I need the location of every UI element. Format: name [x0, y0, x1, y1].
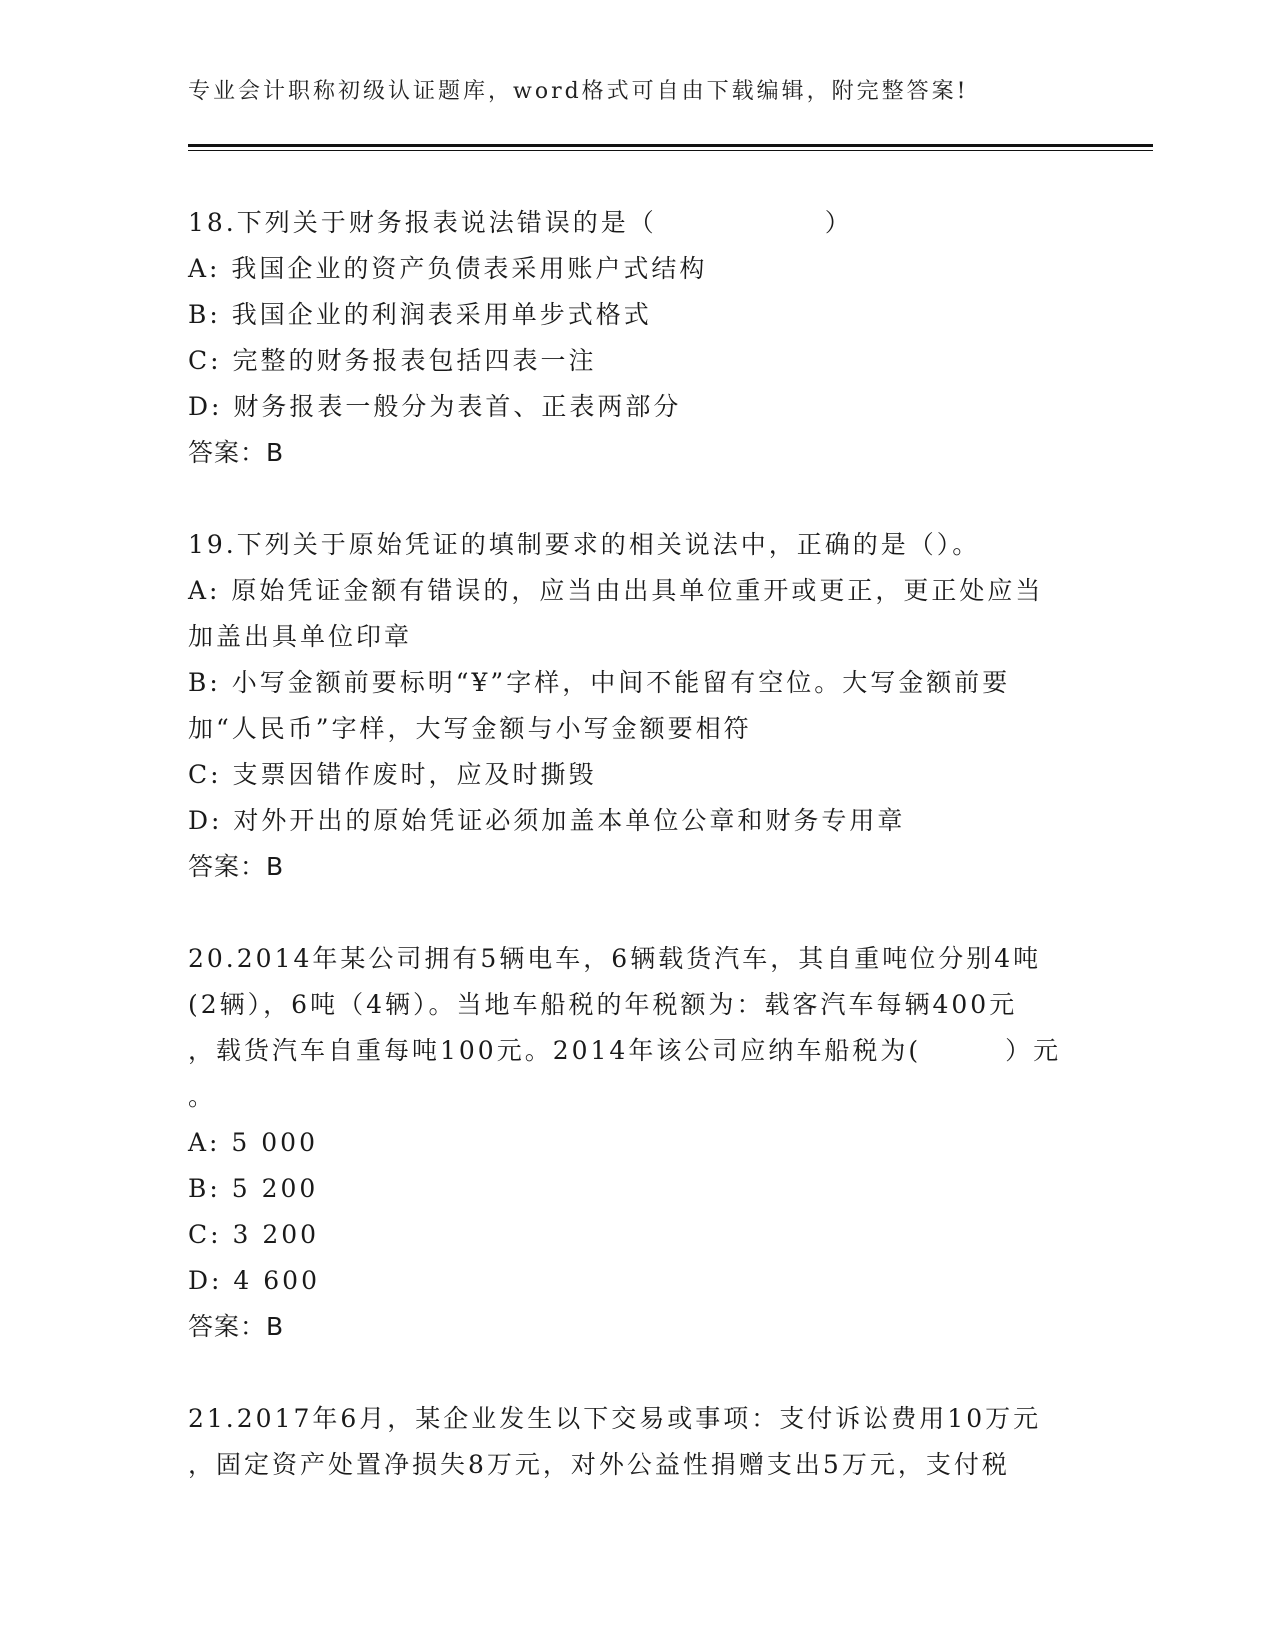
question-20 [188, 936, 1088, 1350]
question-19-option-b-cont: 加“人民币”字样，大写金额与小写金额要相符 [188, 714, 752, 743]
question-19-option-b: B: 小写金额前要标明“¥”字样，中间不能留有空位。大写金额前要 [188, 668, 1011, 697]
question-19-stem: 19.下列关于原始凭证的填制要求的相关说法中，正确的是（）。 [188, 530, 981, 559]
question-18-option-c: C: 完整的财务报表包括四表一注 [188, 346, 597, 375]
question-18 [188, 200, 1088, 476]
question-20-option-a: A: 5 000 [188, 1128, 318, 1157]
question-20-option-d: D: 4 600 [188, 1266, 320, 1295]
question-19-option-a: A: 原始凭证金额有错误的，应当由出具单位重开或更正，更正处应当 [188, 576, 1044, 605]
question-19-option-d: D: 对外开出的原始凭证必须加盖本单位公章和财务专用章 [188, 806, 906, 835]
question-19-option-a-cont: 加盖出具单位印章 [188, 622, 413, 651]
header-rule-thick [188, 144, 1153, 147]
question-18-option-a: A: 我国企业的资产负债表采用账户式结构 [188, 254, 708, 283]
question-20-stem-4: 。 [188, 1082, 217, 1111]
question-20-option-c: C: 3 200 [188, 1220, 320, 1249]
question-21-stem-2: ，固定资产处置净损失8万元，对外公益性捐赠支出5万元，支付税 [188, 1450, 1010, 1479]
question-18-answer: 答案：B [188, 438, 285, 467]
question-20-answer: 答案：B [188, 1312, 285, 1341]
question-18-stem: 18.下列关于财务报表说法错误的是（ ） [188, 208, 853, 237]
question-18-option-d: D: 财务报表一般分为表首、正表两部分 [188, 392, 682, 421]
question-19 [188, 522, 1088, 890]
page-header: 专业会计职称初级认证题库，word格式可自由下载编辑，附完整答案! [188, 79, 969, 104]
question-20-stem-1: 20.2014年某公司拥有5辆电车，6辆载货汽车，其自重吨位分别4吨 [188, 944, 1042, 973]
question-20-stem-3: ，载货汽车自重每吨100元。2014年该公司应纳车船税为( ）元 [188, 1036, 1062, 1065]
question-20-option-b: B: 5 200 [188, 1174, 319, 1203]
question-18-option-b: B: 我国企业的利润表采用单步式格式 [188, 300, 652, 329]
question-19-option-c: C: 支票因错作废时，应及时撕毁 [188, 760, 597, 789]
header-rule-thin [188, 150, 1153, 151]
question-19-answer: 答案：B [188, 852, 285, 881]
question-20-stem-2: (2辆），6吨（4辆）。当地车船税的年税额为：载客汽车每辆400元 [188, 990, 1018, 1019]
question-21-stem-1: 21.2017年6月，某企业发生以下交易或事项：支付诉讼费用10万元 [188, 1404, 1042, 1433]
question-list [188, 200, 1088, 1534]
question-21 [188, 1396, 1088, 1488]
